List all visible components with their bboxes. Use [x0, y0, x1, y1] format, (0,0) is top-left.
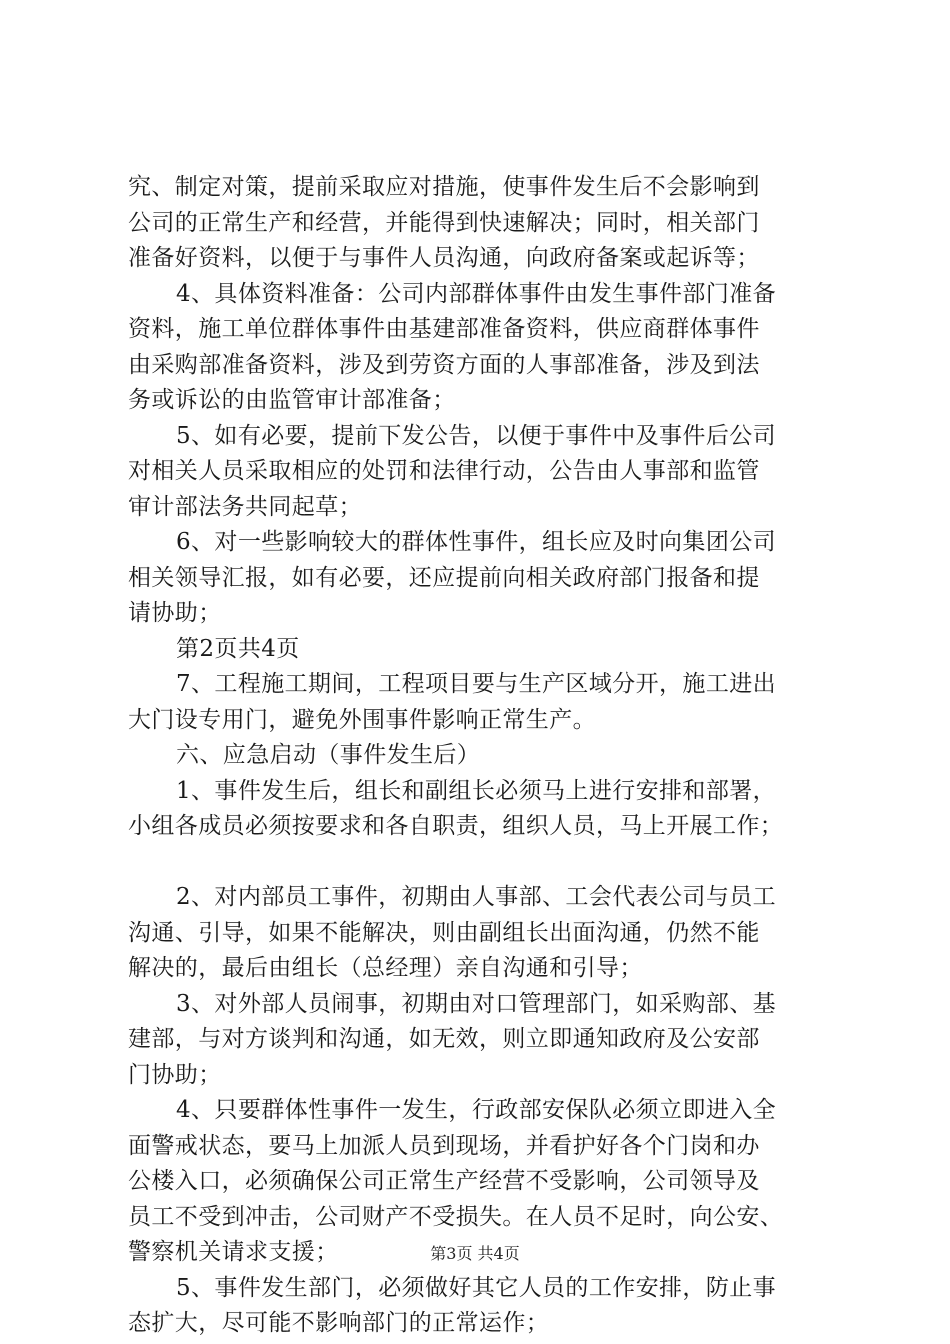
paragraph-start: 4、只要群体性事件一发生，行政部安保队必须立即进入全	[176, 1097, 777, 1123]
text-line: 解决的，最后由组长（总经理）亲自沟通和引导；	[128, 955, 643, 981]
paragraph-start: 6、对一些影响较大的群体性事件，组长应及时向集团公司	[176, 529, 777, 555]
text-line: 相关领导汇报，如有必要，还应提前向相关政府部门报备和提	[128, 564, 760, 591]
text-line: 准备好资料，以便于与事件人员沟通，向政府备案或起诉等；	[128, 245, 760, 271]
text-line: 沟通、引导，如果不能解决，则由副组长出面沟通，仍然不能	[128, 919, 760, 946]
text-line: 态扩大，尽可能不影响部门的正常运作；	[128, 1310, 550, 1336]
paragraph-start: 2、对内部员工事件，初期由人事部、工会代表公司与员工	[176, 884, 777, 910]
text-line: 面警戒状态，要马上加派人员到现场，并看护好各个门岗和办	[128, 1132, 760, 1159]
text-line: 究、制定对策，提前采取应对措施，使事件发生后不会影响到	[128, 174, 760, 200]
text-line: 员工不受到冲击，公司财产不受损失。在人员不足时，向公安、	[128, 1203, 784, 1230]
text-line: 请协助；	[128, 600, 222, 626]
section-heading: 六、应急启动（事件发生后）	[176, 742, 481, 768]
text-line: 警察机关请求支援；	[128, 1239, 339, 1265]
text-line: 公楼入口，必须确保公司正常生产经营不受影响，公司领导及	[128, 1168, 760, 1194]
text-line: 务或诉讼的由监管审计部准备；	[128, 387, 456, 413]
text-line: 对相关人员采取相应的处罚和法律行动，公告由人事部和监管	[128, 458, 760, 484]
text-line: 门协助；	[128, 1061, 222, 1088]
paragraph-start: 1、事件发生后，组长和副组长必须马上进行安排和部署，	[176, 777, 777, 804]
paragraph-start: 5、如有必要，提前下发公告，以便于事件中及事件后公司	[176, 422, 777, 449]
text-line: 公司的正常生产和经营，并能得到快速解决；同时，相关部门	[128, 209, 760, 236]
text-line: 大门设专用门，避免外围事件影响正常生产。	[128, 706, 596, 733]
paragraph-start: 7、工程施工期间，工程项目要与生产区域分开，施工进出	[176, 671, 777, 697]
paragraph-start: 5、事件发生部门，必须做好其它人员的工作安排，防止事	[176, 1274, 777, 1301]
text-line: 资料，施工单位群体事件由基建部准备资料，供应商群体事件	[128, 316, 760, 342]
text-line: 由采购部准备资料，涉及到劳资方面的人事部准备，涉及到法	[128, 351, 760, 378]
text-line: 审计部法务共同起草；	[128, 493, 362, 520]
blank-line	[128, 845, 840, 881]
paragraph-start: 3、对外部人员闹事，初期由对口管理部门，如采购部、基	[176, 990, 777, 1017]
inline-page-marker: 第2页共4页	[176, 635, 300, 662]
paragraph-start: 4、具体资料准备：公司内部群体事件由发生事件部门准备	[176, 280, 777, 307]
document-body	[128, 170, 840, 1342]
text-line: 小组各成员必须按要求和各自职责，组织人员，马上开展工作；	[128, 813, 784, 839]
page-footer: 第3页 共4页	[430, 1244, 520, 1263]
text-line: 建部，与对方谈判和沟通，如无效，则立即通知政府及公安部	[128, 1026, 760, 1052]
